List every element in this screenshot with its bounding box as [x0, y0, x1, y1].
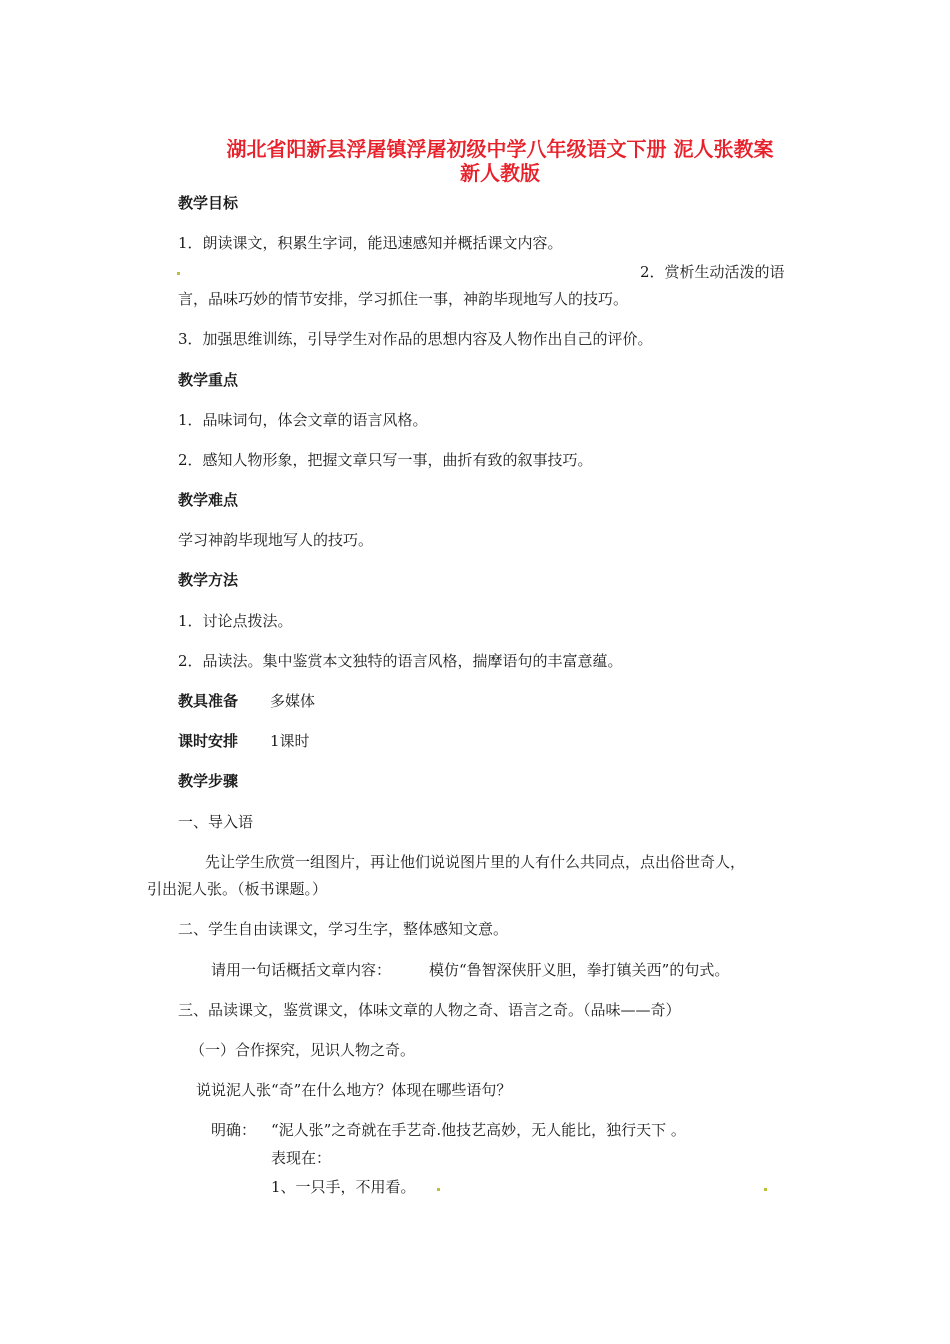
methods-heading: 教学方法	[178, 571, 239, 589]
methods-item-2: 2．品读法。集中鉴赏本文独特的语言风格，揣摩语句的丰富意蕴。	[178, 652, 623, 670]
difficulty-heading: 教学难点	[178, 491, 239, 509]
stray-mark	[437, 1188, 440, 1191]
step-3-answer: “泥人张”之奇就在手艺奇.他技艺高妙，无人能比，独行天下 。	[271, 1121, 686, 1139]
schedule-value: 1课时	[270, 732, 310, 750]
stray-mark	[177, 272, 180, 275]
step-3-show-label: 表现在：	[271, 1149, 332, 1167]
document-title-line2: 新人教版	[460, 161, 540, 185]
tools-heading: 教具准备	[178, 692, 239, 710]
step-2-text-a: 请用一句话概括文章内容：	[211, 961, 392, 979]
step-2-title: 二、学生自由读课文，学习生字，整体感知文意。	[178, 920, 509, 938]
step-3-title: 三、品读课文，鉴赏课文，体味文章的人物之奇、语言之奇。（品味——奇）	[178, 1001, 681, 1019]
key-points-item-1: 1．品味词句，体会文章的语言风格。	[178, 411, 428, 429]
key-points-heading: 教学重点	[178, 371, 239, 389]
step-3-sub-1: （一）合作探究，见识人物之奇。	[190, 1041, 416, 1059]
goals-item-2-start: 2．赏析生动活泼的语	[640, 263, 785, 281]
step-3-question: 说说泥人张“奇”在什么地方？体现在哪些语句？	[196, 1081, 512, 1099]
goals-item-1: 1．朗读课文，积累生字词，能迅速感知并概括课文内容。	[178, 234, 563, 252]
goals-item-3: 3．加强思维训练，引导学生对作品的思想内容及人物作出自己的评价。	[178, 330, 653, 348]
step-1-text-b: 引出泥人张。（板书课题。）	[147, 880, 328, 898]
step-2-text-b: 模仿“鲁智深侠肝义胆，拳打镇关西”的句式。	[429, 961, 730, 979]
step-1-text-a: 先让学生欣赏一组图片，再让他们说说图片里的人有什么共同点，点出俗世奇人，	[205, 853, 746, 871]
goals-item-2-end: 言，品味巧妙的情节安排，学习抓住一事，神韵毕现地写人的技巧。	[178, 290, 629, 308]
step-3-show-item-1: 1、一只手，不用看。	[271, 1178, 416, 1196]
key-points-item-2: 2．感知人物形象，把握文章只写一事，曲折有致的叙事技巧。	[178, 451, 593, 469]
goals-heading: 教学目标	[178, 194, 239, 212]
stray-mark	[764, 1188, 767, 1191]
schedule-heading: 课时安排	[178, 732, 239, 750]
tools-value: 多媒体	[270, 692, 316, 710]
step-1-title: 一、导入语	[178, 813, 254, 831]
document-title-line1: 湖北省阳新县浮屠镇浮屠初级中学八年级语文下册 泥人张教案	[226, 137, 774, 161]
difficulty-text: 学习神韵毕现地写人的技巧。	[178, 531, 374, 549]
step-3-answer-label: 明确：	[211, 1121, 257, 1139]
methods-item-1: 1．讨论点拨法。	[178, 612, 293, 630]
steps-heading: 教学步骤	[178, 772, 239, 790]
